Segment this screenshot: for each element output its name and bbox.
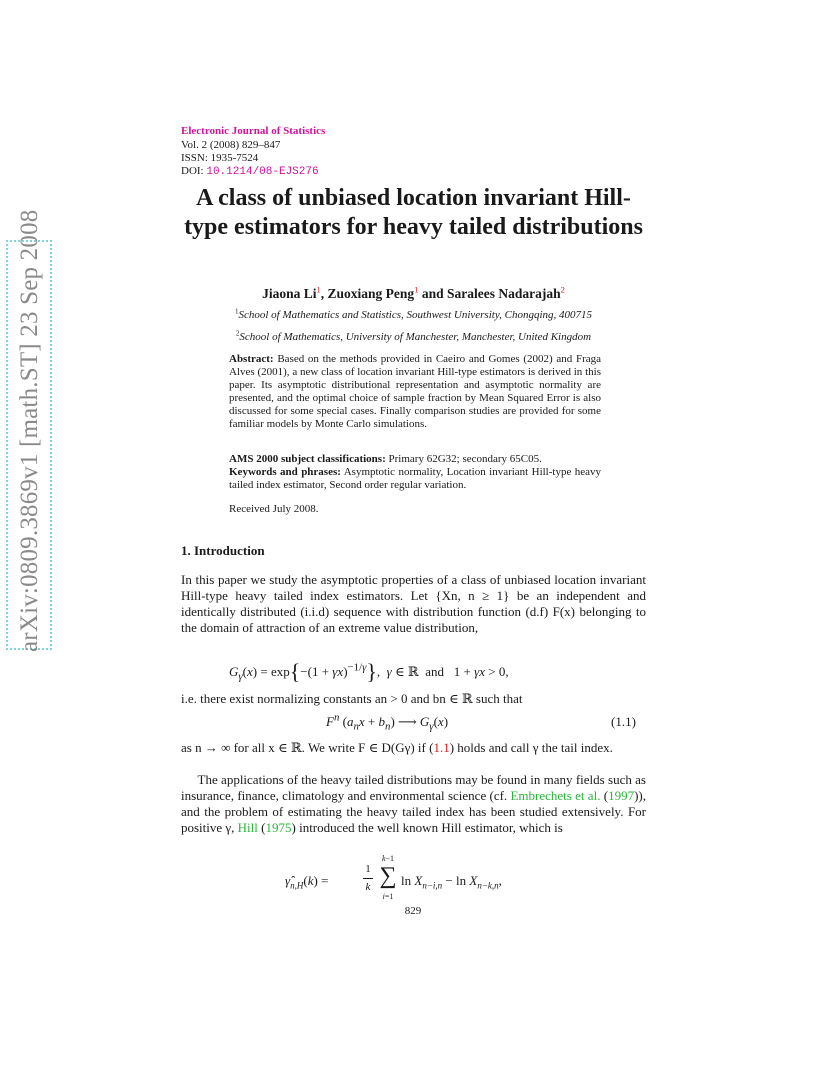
page-number: 829 [404, 905, 422, 917]
equation-1-1: $F^n$ $(a_nx + b_n)$ ⟶ $G_\gamma(x)$ [326, 711, 449, 733]
doi-label: DOI: [181, 165, 204, 177]
received-date: Received July 2008. [229, 503, 319, 515]
intro-paragraph: In this paper we study the asymptotic properties of a class of unbiased location invariant Hill-type heavy tailed index estimators. Let {Xn, n ≥ 1} be an independent and identically distributed (i.i.d) sequence with distribution function (d.f) F(x) belonging to the domain of attraction of an extreme value distribution, [181, 572, 646, 636]
author-separator: , [320, 286, 325, 301]
citation-link[interactable]: Embrechets et al. [510, 788, 601, 804]
ams-codes: Primary 62G32; secondary 65C05. [388, 453, 542, 465]
affiliation-text: School of Mathematics and Statistics, Southwest University, Chongqing, 400715 [238, 309, 592, 321]
abstract-text: Based on the methods provided in Caeiro and Gomes (2002) and Fraga Alves (2001), a new class of location invariant Hill-type estimators is derived in this paper. Its asymptotic distributional representation and asymptotic normality are presented, and the optimal choice of sample fraction by Mean Squared Error is also discussed for some special cases. Finally comparison studies are provided for some familiar models by Monte Carlo simulations. [229, 353, 602, 430]
normalizing-text: i.e. there exist normalizing constants an > 0 and bn ∈ ℝ such that [181, 691, 523, 706]
ams-label: AMS 2000 subject classifications: [229, 453, 386, 465]
tail-index-text: ) holds and call γ the tail index. [449, 740, 613, 755]
applications-paragraph: The applications of the heavy tailed distributions may be found in many fields such as insurance, finance, climatology and environmental science (cf. Embrechets et al. (1997)), and the problem of estimating the heavy tailed index has been studied extensively. For positive γ, Hill (1975) introduced the well known Hill estimator, which is [181, 772, 646, 836]
abstract-label: Abstract: [229, 353, 274, 365]
affiliation [180, 331, 647, 343]
section-heading: 1. Introduction [181, 543, 265, 558]
affiliation-text: School of Mathematics, University of Manchester, Manchester, United Kingdom [239, 331, 592, 343]
keywords-text: Asymptotic normality, Location invariant Hill-type heavy tailed index estimator, Second order regular variation. [229, 466, 601, 491]
author-name: Saralees Nadarajah [446, 286, 561, 301]
affil-mark: 2 [235, 329, 240, 338]
equation-hill: $\gammâ_{n,H}(k)$ = 1 k k−1 ∑ i=1 $\ln X_{n-i,n} - \ln X_{n-k,n}$, [285, 854, 502, 901]
citation-link[interactable]: Hill [237, 820, 258, 836]
paper-title: A class of unbiased location invariant Hill-type estimators for heavy tailed distributions [184, 185, 643, 240]
doi-link[interactable]: 10.1214/08-EJS276 [206, 166, 319, 178]
journal-issn: ISSN: 1935-7524 [181, 152, 259, 164]
tail-index-paragraph [181, 740, 646, 756]
arxiv-stamp [6, 209, 54, 652]
author-separator: and [421, 286, 444, 301]
equation-gev: $G_\gamma(x) = \exp\{-(1 + \gamma x)^{-1/\gamma}\}$, γ ∈ ℝ and 1 + γx > 0, [229, 659, 509, 684]
keywords-line [229, 466, 601, 492]
arxiv-id[interactable]: arXiv:0809.3869v1 [math.ST] 23 Sep 2008 [16, 209, 43, 652]
journal-volume: Vol. 2 (2008) 829–847 [181, 139, 281, 151]
affil-mark: 1 [234, 307, 239, 316]
equation-ref-link[interactable]: 1.1 [433, 740, 450, 755]
classifications [229, 453, 601, 492]
tail-index-text: as n → ∞ for all x ∈ ℝ. We write F ∈ D(Gγ) if ( [181, 740, 434, 755]
equation-number: (1.1) [611, 714, 636, 729]
affiliation [180, 309, 647, 321]
citation-year-link[interactable]: 1975 [265, 820, 292, 836]
affil-link[interactable]: 2 [560, 284, 565, 295]
author-list [180, 286, 647, 302]
journal-name[interactable]: Electronic Journal of Statistics [181, 125, 326, 137]
abstract [229, 353, 601, 431]
author-name: Zuoxiang Peng [327, 286, 415, 301]
applications-text: The applications of the heavy tailed distributions may be found in many fields such as insurance, finance, climatology and environmental science (cf. [181, 772, 646, 804]
ams-line [229, 453, 601, 466]
keywords-label: Keywords and phrases: [229, 466, 341, 478]
citation-year-link[interactable]: 1997 [608, 788, 635, 804]
author-name: Jiaona Li [262, 286, 317, 301]
affil-link[interactable]: 1 [414, 284, 419, 295]
affil-link[interactable]: 1 [316, 284, 321, 295]
applications-text: )), and the problem of estimating the heavy tailed index has been studied extensively. For positive γ, [181, 788, 646, 836]
applications-text: ) introduced the well known Hill estimator, which is [291, 820, 563, 836]
journal-doi [181, 165, 319, 179]
